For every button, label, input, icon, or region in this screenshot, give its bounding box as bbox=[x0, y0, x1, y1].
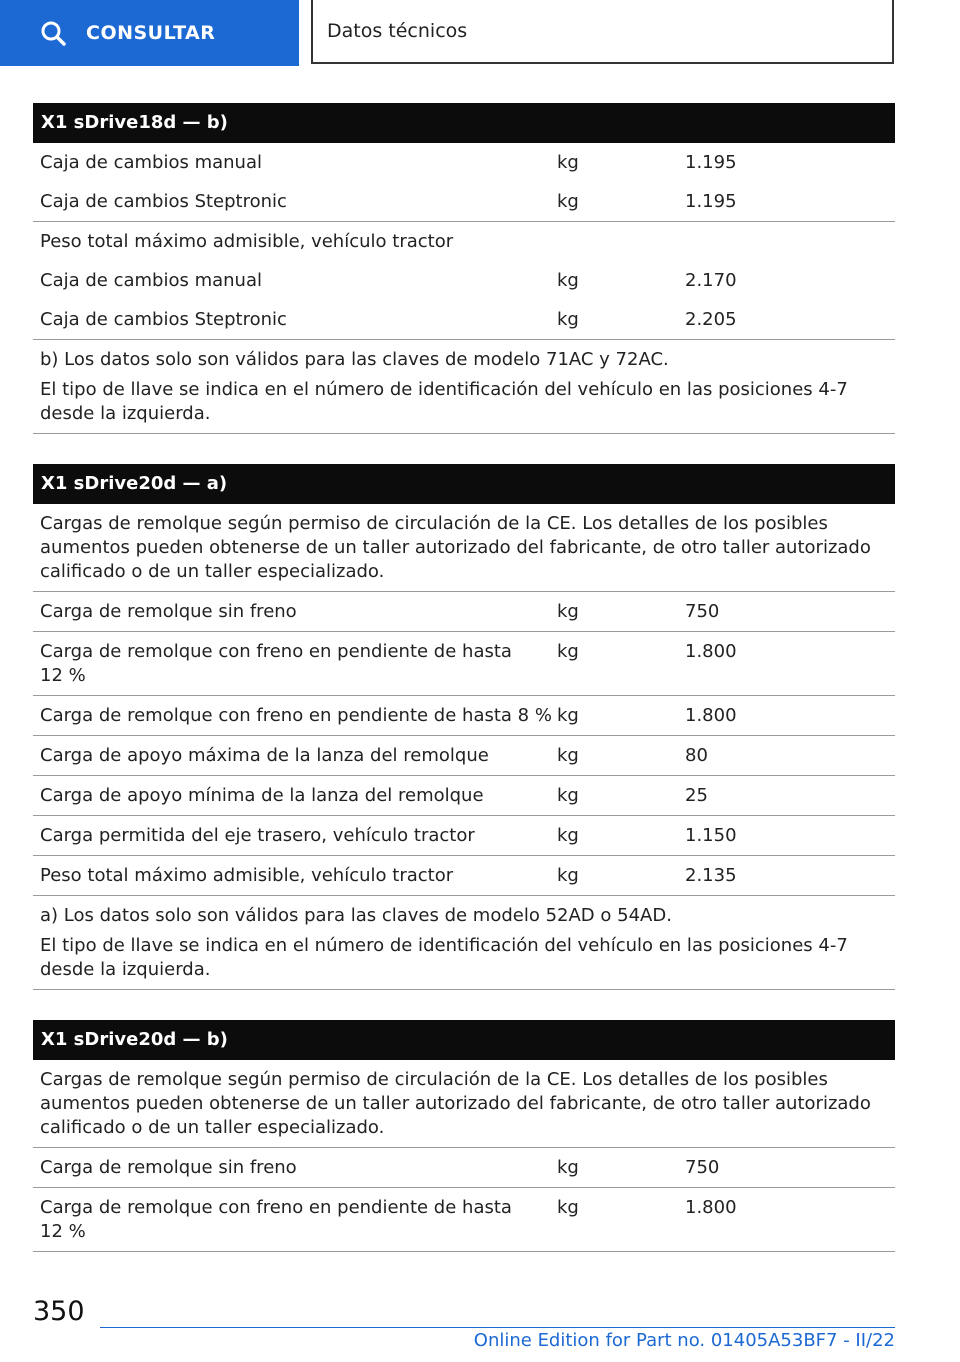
consult-button[interactable] bbox=[0, 0, 299, 66]
table-row bbox=[33, 592, 895, 632]
row-unit: kg bbox=[557, 785, 579, 806]
row-label: Carga de remolque con freno en pendiente de hasta 12 % bbox=[40, 1197, 512, 1242]
table-row bbox=[33, 696, 895, 736]
table-row bbox=[33, 143, 895, 182]
table-row bbox=[33, 856, 895, 896]
row-unit: kg bbox=[557, 1197, 579, 1218]
table-row bbox=[33, 1188, 895, 1252]
footnote: b) Los datos solo son válidos para las claves de modelo 71AC y 72AC. bbox=[40, 349, 669, 370]
edition-text: Online Edition for Part no. 01405A53BF7 - II/22 bbox=[473, 1330, 895, 1351]
section-title-tab[interactable] bbox=[311, 0, 894, 64]
footnote: El tipo de llave se indica en el número de identificación del vehículo en las posiciones 4-7 desde la izquierda. bbox=[33, 372, 895, 434]
row-label: Caja de cambios manual bbox=[40, 152, 262, 173]
row-value: 750 bbox=[685, 601, 720, 622]
row-unit: kg bbox=[557, 705, 579, 726]
row-value: 1.195 bbox=[685, 191, 737, 212]
row-unit: kg bbox=[557, 641, 579, 662]
row-unit: kg bbox=[557, 152, 579, 173]
top-bar bbox=[0, 0, 960, 66]
block-title: X1 sDrive20d — b) bbox=[33, 1020, 895, 1060]
row-label: Carga de apoyo mínima de la lanza del remolque bbox=[40, 785, 484, 806]
row-value: 1.150 bbox=[685, 825, 737, 846]
row-label: Caja de cambios Steptronic bbox=[40, 191, 287, 212]
row-label: Peso total máximo admisible, vehículo tractor bbox=[40, 865, 454, 886]
row-label: Carga de remolque sin freno bbox=[40, 601, 297, 622]
footnote: a) Los datos solo son válidos para las claves de modelo 52AD o 54AD. bbox=[40, 905, 672, 926]
spec-block-sdrive20d-b bbox=[33, 1020, 895, 1252]
table-row bbox=[33, 816, 895, 856]
spec-block-sdrive18d-b bbox=[33, 103, 895, 434]
row-label: Peso total máximo admisible, vehículo tractor bbox=[40, 231, 454, 252]
table-row bbox=[33, 300, 895, 340]
table-row bbox=[33, 261, 895, 300]
row-value: 1.800 bbox=[685, 705, 737, 726]
table-row bbox=[33, 222, 895, 261]
table-row bbox=[33, 736, 895, 776]
row-label: Caja de cambios Steptronic bbox=[40, 309, 287, 330]
row-unit: kg bbox=[557, 270, 579, 291]
table-row bbox=[33, 632, 895, 696]
row-value: 2.135 bbox=[685, 865, 737, 886]
row-label: Carga de apoyo máxima de la lanza del remolque bbox=[40, 745, 489, 766]
search-icon bbox=[40, 20, 66, 46]
footer-divider bbox=[100, 1327, 895, 1328]
row-value: 80 bbox=[685, 745, 708, 766]
row-unit: kg bbox=[557, 865, 579, 886]
row-value: 1.800 bbox=[685, 641, 737, 662]
row-unit: kg bbox=[557, 309, 579, 330]
table-row bbox=[33, 1148, 895, 1188]
row-value: 1.195 bbox=[685, 152, 737, 173]
table-row bbox=[33, 182, 895, 222]
row-value: 1.800 bbox=[685, 1197, 737, 1218]
row-value: 750 bbox=[685, 1157, 720, 1178]
row-unit: kg bbox=[557, 825, 579, 846]
table-row bbox=[33, 776, 895, 816]
row-value: 25 bbox=[685, 785, 708, 806]
row-label: Carga de remolque con freno en pendiente de hasta 8 % bbox=[40, 705, 552, 726]
block-title: X1 sDrive18d — b) bbox=[33, 103, 895, 143]
block-title: X1 sDrive20d — a) bbox=[33, 464, 895, 504]
block-intro: Cargas de remolque según permiso de circulación de la CE. Los detalles de los posibles aumentos pueden obtenerse de un taller autorizado del fabricante, de otro taller autorizado calificado o de un taller especializado. bbox=[33, 504, 895, 592]
footnote: El tipo de llave se indica en el número de identificación del vehículo en las posiciones 4-7 desde la izquierda. bbox=[33, 928, 895, 990]
row-value: 2.170 bbox=[685, 270, 737, 291]
row-label: Carga de remolque con freno en pendiente de hasta 12 % bbox=[40, 641, 512, 686]
row-unit: kg bbox=[557, 601, 579, 622]
row-label: Carga de remolque sin freno bbox=[40, 1157, 297, 1178]
content bbox=[33, 103, 895, 1282]
row-unit: kg bbox=[557, 745, 579, 766]
row-unit: kg bbox=[557, 191, 579, 212]
row-value: 2.205 bbox=[685, 309, 737, 330]
block-intro: Cargas de remolque según permiso de circulación de la CE. Los detalles de los posibles aumentos pueden obtenerse de un taller autorizado del fabricante, de otro taller autorizado calificado o de un taller especializado. bbox=[33, 1060, 895, 1148]
row-unit: kg bbox=[557, 1157, 579, 1178]
spec-block-sdrive20d-a bbox=[33, 464, 895, 990]
page-number: 350 bbox=[33, 1296, 85, 1327]
row-label: Caja de cambios manual bbox=[40, 270, 262, 291]
row-label: Carga permitida del eje trasero, vehículo tractor bbox=[40, 825, 475, 846]
section-title: Datos técnicos bbox=[327, 20, 468, 42]
consult-label: CONSULTAR bbox=[86, 22, 216, 44]
